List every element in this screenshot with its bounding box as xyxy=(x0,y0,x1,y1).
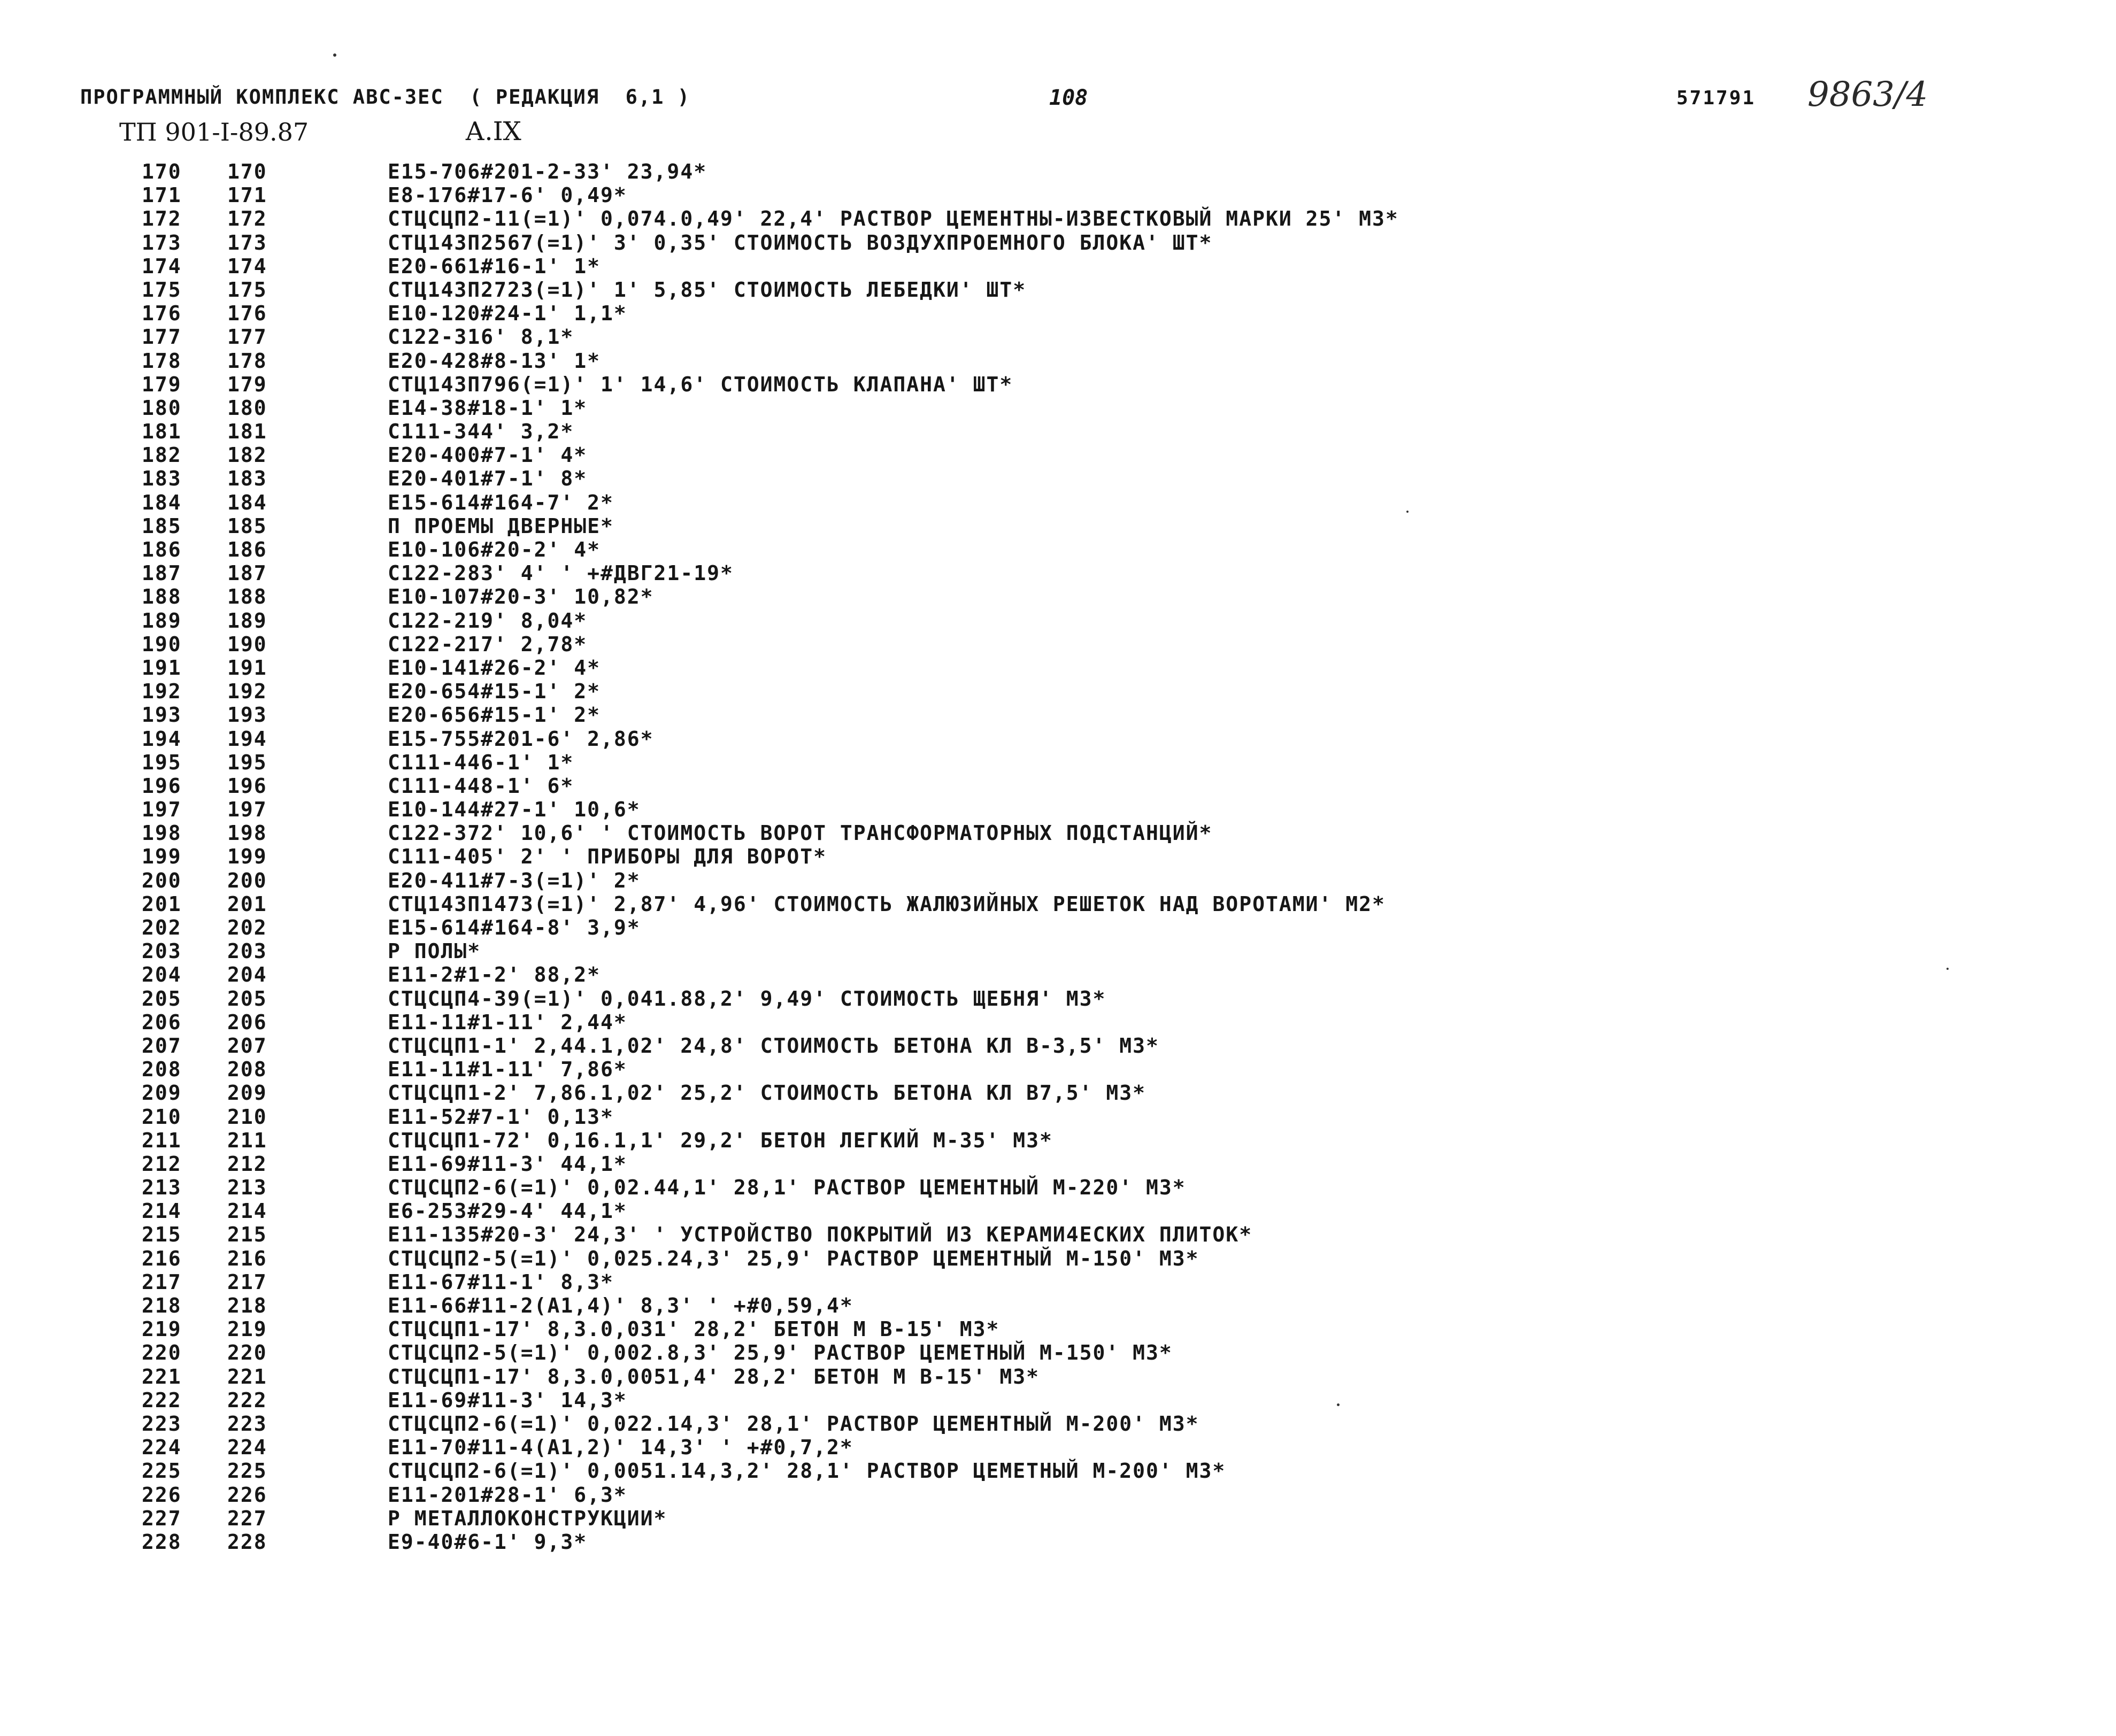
statement-number: 218 xyxy=(227,1294,267,1317)
line-number: 198 xyxy=(142,821,182,845)
statement-number: 206 xyxy=(227,1010,267,1034)
line-number: 193 xyxy=(142,703,182,727)
statement-text: Е11-135#20-3' 24,3' ' УСТРОЙСТВО ПОКРЫТИЙ ИЗ КЕРАМИ4ЕСКИХ ПЛИТОК* xyxy=(388,1223,1253,1247)
line-number: 223 xyxy=(142,1411,182,1436)
statement-number: 214 xyxy=(227,1199,267,1223)
line-number: 206 xyxy=(142,1010,182,1034)
statement-text: СТЦСЦП1-72' 0,16.1,1' 29,2' БЕТОН ЛЕГКИЙ М-35' М3* xyxy=(388,1128,1053,1152)
line-number: 187 xyxy=(142,561,182,585)
statement-text: Е20-401#7-1' 8* xyxy=(388,467,588,491)
line-number: 200 xyxy=(142,868,182,892)
line-number: 185 xyxy=(142,514,182,538)
line-number: 212 xyxy=(142,1152,182,1176)
statement-number: 177 xyxy=(227,325,267,349)
line-number: 182 xyxy=(142,443,182,467)
line-number: 171 xyxy=(142,183,182,207)
statement-number: 186 xyxy=(227,538,267,561)
statement-text: СТЦСЦП2-5(=1)' 0,002.8,3' 25,9' РАСТВОР ЦЕМЕТНЫЙ М-150' М3* xyxy=(388,1341,1173,1365)
line-number: 224 xyxy=(142,1436,182,1460)
line-number: 183 xyxy=(142,467,182,491)
line-number: 194 xyxy=(142,727,182,751)
line-number: 205 xyxy=(142,986,182,1010)
project-code: ТП 901-I-89.87 xyxy=(119,118,309,146)
statement-text: Е10-141#26-2' 4* xyxy=(388,655,601,680)
statement-text: СТЦСЦП1-17' 8,3.0,0051,4' 28,2' БЕТОН М В-15' М3* xyxy=(388,1364,1040,1388)
line-number: 175 xyxy=(142,277,182,302)
statement-number: 181 xyxy=(227,420,267,444)
line-number: 176 xyxy=(142,302,182,326)
statement-text: Р ПОЛЫ* xyxy=(388,939,481,963)
statement-text: СТЦСЦП1-2' 7,86.1,02' 25,2' СТОИМОСТЬ БЕТОНА КЛ В7,5' М3* xyxy=(388,1081,1147,1105)
statement-number: 172 xyxy=(227,207,267,231)
statement-text: Е11-69#11-3' 14,3* xyxy=(388,1388,627,1412)
statement-text: Е11-52#7-1' 0,13* xyxy=(388,1105,614,1129)
statement-number: 217 xyxy=(227,1270,267,1294)
statement-number: 179 xyxy=(227,372,267,396)
statement-text: СТЦСЦП2-6(=1)' 0,0051.14,3,2' 28,1' РАСТВОР ЦЕМЕТНЫЙ М-200' М3* xyxy=(388,1459,1226,1483)
statement-text: С111-344' 3,2* xyxy=(388,420,574,444)
line-number: 204 xyxy=(142,963,182,987)
statement-text: Е20-411#7-3(=1)' 2* xyxy=(388,868,641,892)
statement-number: 195 xyxy=(227,750,267,774)
line-number: 192 xyxy=(142,680,182,704)
line-number: 203 xyxy=(142,939,182,963)
line-number: 188 xyxy=(142,585,182,609)
line-number: 179 xyxy=(142,372,182,396)
statement-number: 208 xyxy=(227,1058,267,1082)
statement-text: СТЦ143П2723(=1)' 1' 5,85' СТОИМОСТЬ ЛЕБЕДКИ' ШТ* xyxy=(388,277,1027,302)
statement-number: 227 xyxy=(227,1506,267,1530)
statement-text: С122-219' 8,04* xyxy=(388,608,588,632)
statement-number: 203 xyxy=(227,939,267,963)
statement-text: СТЦСЦП2-6(=1)' 0,022.14,3' 28,1' РАСТВОР ЦЕМЕНТНЫЙ М-200' М3* xyxy=(388,1411,1199,1436)
scan-speck xyxy=(1337,1403,1340,1406)
statement-number: 191 xyxy=(227,655,267,680)
statement-number: 183 xyxy=(227,467,267,491)
line-number: 172 xyxy=(142,207,182,231)
statement-number: 224 xyxy=(227,1436,267,1460)
statement-number: 171 xyxy=(227,183,267,207)
program-title: ПРОГРАММНЫЙ КОМПЛЕКС АВС-3ЕС ( РЕДАКЦИЯ 6,1 ) xyxy=(80,86,690,109)
line-number: 184 xyxy=(142,490,182,514)
statement-number: 189 xyxy=(227,608,267,632)
statement-number: 201 xyxy=(227,892,267,916)
handwritten-number: 9863/4 xyxy=(1807,75,1928,114)
statement-number: 180 xyxy=(227,396,267,420)
scan-speck xyxy=(333,53,336,57)
statement-number: 213 xyxy=(227,1176,267,1200)
statement-number: 207 xyxy=(227,1033,267,1058)
statement-text: Е14-38#18-1' 1* xyxy=(388,396,588,420)
statement-text: Е10-106#20-2' 4* xyxy=(388,538,601,561)
line-number: 225 xyxy=(142,1459,182,1483)
statement-text: Е11-2#1-2' 88,2* xyxy=(388,963,601,987)
statement-number: 170 xyxy=(227,160,267,183)
line-number: 215 xyxy=(142,1223,182,1247)
line-number: 170 xyxy=(142,160,182,183)
line-number: 227 xyxy=(142,1506,182,1530)
statement-text: Р МЕТАЛЛОКОНСТРУКЦИИ* xyxy=(388,1506,667,1530)
statement-text: Е10-144#27-1' 10,6* xyxy=(388,798,641,822)
line-number: 219 xyxy=(142,1317,182,1341)
line-number: 217 xyxy=(142,1270,182,1294)
statement-number: 212 xyxy=(227,1152,267,1176)
line-number: 173 xyxy=(142,230,182,254)
statement-number: 193 xyxy=(227,703,267,727)
line-number: 202 xyxy=(142,916,182,939)
statement-number: 175 xyxy=(227,277,267,302)
statement-number: 197 xyxy=(227,798,267,822)
statement-number: 192 xyxy=(227,680,267,704)
statement-number: 209 xyxy=(227,1081,267,1105)
line-number: 213 xyxy=(142,1176,182,1200)
statement-text: Е11-69#11-3' 44,1* xyxy=(388,1152,627,1176)
statement-number: 220 xyxy=(227,1341,267,1365)
line-number: 197 xyxy=(142,798,182,822)
statement-text: С122-217' 2,78* xyxy=(388,632,588,656)
statement-text: Е10-107#20-3' 10,82* xyxy=(388,585,654,609)
statement-number: 182 xyxy=(227,443,267,467)
line-number: 196 xyxy=(142,774,182,798)
statement-text: С122-283' 4' ' +#ДВГ21-19* xyxy=(388,561,734,585)
statement-text: С122-316' 8,1* xyxy=(388,325,574,349)
statement-text: СТЦ143П1473(=1)' 2,87' 4,96' СТОИМОСТЬ ЖАЛЮЗИЙНЫХ РЕШЕТОК НАД ВОРОТАМИ' М2* xyxy=(388,892,1386,916)
line-number: 191 xyxy=(142,655,182,680)
statement-number: 200 xyxy=(227,868,267,892)
statement-number: 223 xyxy=(227,1411,267,1436)
statement-number: 190 xyxy=(227,632,267,656)
statement-text: Е20-400#7-1' 4* xyxy=(388,443,588,467)
statement-text: СТЦСЦП2-6(=1)' 0,02.44,1' 28,1' РАСТВОР ЦЕМЕНТНЫЙ М-220' М3* xyxy=(388,1176,1186,1200)
line-number: 174 xyxy=(142,254,182,278)
statement-text: Е11-201#28-1' 6,3* xyxy=(388,1483,627,1507)
line-number: 218 xyxy=(142,1294,182,1317)
line-number: 226 xyxy=(142,1483,182,1507)
statement-number: 222 xyxy=(227,1388,267,1412)
statement-text: С122-372' 10,6' ' СТОИМОСТЬ ВОРОТ ТРАНСФОРМАТОРНЫХ ПОДСТАНЦИЙ* xyxy=(388,821,1213,845)
statement-number: 185 xyxy=(227,514,267,538)
line-number: 181 xyxy=(142,420,182,444)
line-number: 201 xyxy=(142,892,182,916)
statement-text: СТЦСЦП1-1' 2,44.1,02' 24,8' СТОИМОСТЬ БЕТОНА КЛ В-3,5' М3* xyxy=(388,1033,1159,1058)
statement-text: С111-446-1' 1* xyxy=(388,750,574,774)
line-number: 211 xyxy=(142,1128,182,1152)
statement-text: Е20-654#15-1' 2* xyxy=(388,680,601,704)
line-number: 195 xyxy=(142,750,182,774)
statement-text: Е15-706#201-2-33' 23,94* xyxy=(388,160,707,183)
line-number: 220 xyxy=(142,1341,182,1365)
statement-text: Е20-656#15-1' 2* xyxy=(388,703,601,727)
statement-number: 176 xyxy=(227,302,267,326)
line-number: 209 xyxy=(142,1081,182,1105)
statement-text: Е11-66#11-2(А1,4)' 8,3' ' +#0,59,4* xyxy=(388,1294,853,1317)
statement-number: 216 xyxy=(227,1246,267,1270)
statement-number: 225 xyxy=(227,1459,267,1483)
line-number: 189 xyxy=(142,608,182,632)
statement-text: Е10-120#24-1' 1,1* xyxy=(388,302,627,326)
statement-text: Е15-755#201-6' 2,86* xyxy=(388,727,654,751)
line-number: 180 xyxy=(142,396,182,420)
statement-number: 219 xyxy=(227,1317,267,1341)
statement-number: 174 xyxy=(227,254,267,278)
line-number: 207 xyxy=(142,1033,182,1058)
album-label: А.IX xyxy=(465,117,521,146)
statement-number: 210 xyxy=(227,1105,267,1129)
statement-text: СТЦСЦП1-17' 8,3.0,031' 28,2' БЕТОН М В-15' М3* xyxy=(388,1317,1000,1341)
statement-number: 194 xyxy=(227,727,267,751)
statement-text: СТЦСЦП4-39(=1)' 0,041.88,2' 9,49' СТОИМОСТЬ ЩЕБНЯ' М3* xyxy=(388,986,1106,1010)
statement-text: Е20-428#8-13' 1* xyxy=(388,349,601,373)
statement-text: С111-448-1' 6* xyxy=(388,774,574,798)
statement-number: 221 xyxy=(227,1364,267,1388)
statement-text: Е20-661#16-1' 1* xyxy=(388,254,601,278)
line-number: 221 xyxy=(142,1364,182,1388)
statement-number: 215 xyxy=(227,1223,267,1247)
statement-number: 178 xyxy=(227,349,267,373)
statement-text: Е11-67#11-1' 8,3* xyxy=(388,1270,614,1294)
statement-number: 211 xyxy=(227,1128,267,1152)
line-number: 199 xyxy=(142,845,182,869)
statement-number: 198 xyxy=(227,821,267,845)
statement-text: П ПРОЕМЫ ДВЕРНЫЕ* xyxy=(388,514,614,538)
statement-text: СТЦ143П796(=1)' 1' 14,6' СТОИМОСТЬ КЛАПАНА' ШТ* xyxy=(388,372,1013,396)
line-number: 222 xyxy=(142,1388,182,1412)
statement-number: 228 xyxy=(227,1530,267,1554)
statement-text: СТЦСЦП2-5(=1)' 0,025.24,3' 25,9' РАСТВОР ЦЕМЕНТНЫЙ М-150' М3* xyxy=(388,1246,1199,1270)
page-number: 108 xyxy=(1049,86,1088,110)
line-number: 214 xyxy=(142,1199,182,1223)
statement-text: Е6-253#29-4' 44,1* xyxy=(388,1199,627,1223)
statement-number: 184 xyxy=(227,490,267,514)
line-number: 177 xyxy=(142,325,182,349)
statement-text: Е11-11#1-11' 7,86* xyxy=(388,1058,627,1082)
statement-number: 226 xyxy=(227,1483,267,1507)
statement-text: Е15-614#164-8' 3,9* xyxy=(388,916,641,939)
statement-number: 187 xyxy=(227,561,267,585)
statement-text: Е11-70#11-4(А1,2)' 14,3' ' +#0,7,2* xyxy=(388,1436,853,1460)
statement-number: 196 xyxy=(227,774,267,798)
scan-speck xyxy=(1946,968,1949,970)
statement-number: 202 xyxy=(227,916,267,939)
line-number: 216 xyxy=(142,1246,182,1270)
statement-number: 204 xyxy=(227,963,267,987)
statement-number: 188 xyxy=(227,585,267,609)
statement-number: 173 xyxy=(227,230,267,254)
line-number: 186 xyxy=(142,538,182,561)
statement-text: Е9-40#6-1' 9,3* xyxy=(388,1530,588,1554)
document-number: 571791 xyxy=(1676,87,1756,109)
line-number: 178 xyxy=(142,349,182,373)
statement-text: СТЦ143П2567(=1)' 3' 0,35' СТОИМОСТЬ ВОЗДУХПРОЕМНОГО БЛОКА' ШТ* xyxy=(388,230,1213,254)
line-number: 208 xyxy=(142,1058,182,1082)
statement-number: 205 xyxy=(227,986,267,1010)
statement-text: Е8-176#17-6' 0,49* xyxy=(388,183,627,207)
statement-text: С111-405' 2' ' ПРИБОРЫ ДЛЯ ВОРОТ* xyxy=(388,845,827,869)
statement-text: Е15-614#164-7' 2* xyxy=(388,490,614,514)
scan-speck xyxy=(1406,511,1409,513)
line-number: 190 xyxy=(142,632,182,656)
line-number: 210 xyxy=(142,1105,182,1129)
statement-number: 199 xyxy=(227,845,267,869)
line-number: 228 xyxy=(142,1530,182,1554)
statement-text: Е11-11#1-11' 2,44* xyxy=(388,1010,627,1034)
statement-text: СТЦСЦП2-11(=1)' 0,074.0,49' 22,4' РАСТВОР ЦЕМЕНТНЫ-ИЗВЕСТКОВЫЙ МАРКИ 25' М3* xyxy=(388,207,1399,231)
